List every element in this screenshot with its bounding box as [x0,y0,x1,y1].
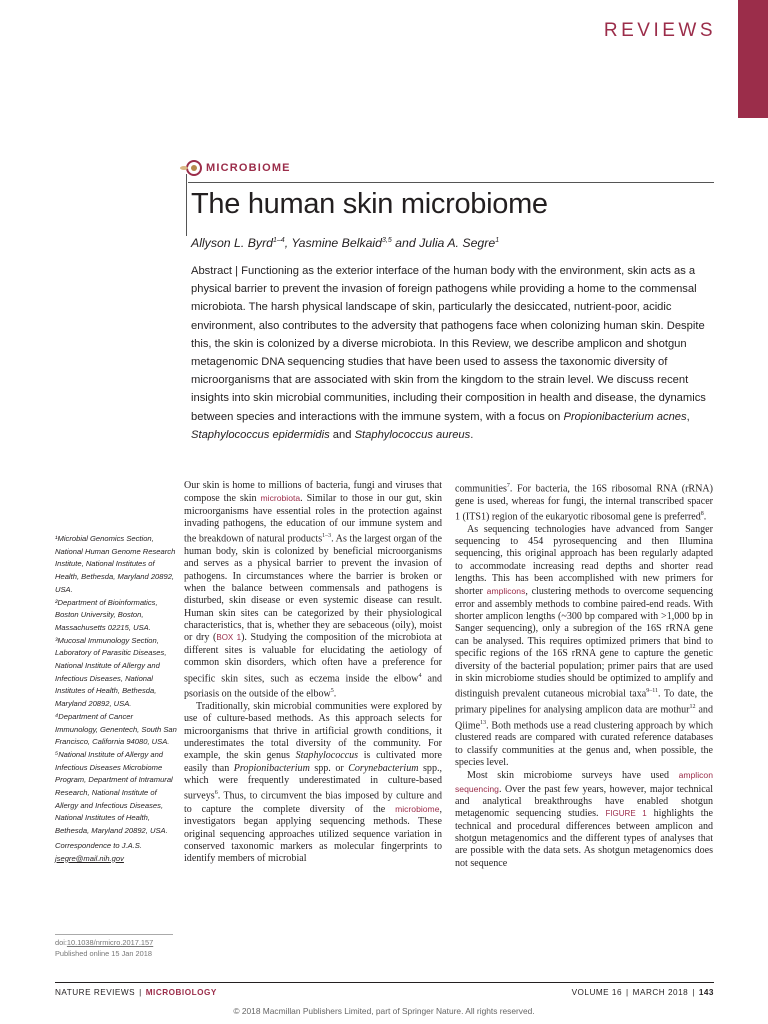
copyright-notice: © 2018 Macmillan Publishers Limited, part of Springer Nature. All rights reserved. [233,1006,535,1016]
category-label: MICROBIOME [206,162,291,174]
affiliation-divider [55,934,173,935]
volume-label: VOLUME 16 [571,988,623,997]
affiliation: ⁴Department of Cancer Immunology, Genentech, South San Francisco, California 94080, USA. [55,711,177,747]
citation-ref: 5 [330,688,334,695]
microbe-icon [186,160,202,176]
species-name: Staphylococcus aureus [354,428,471,441]
author-separator: , [284,236,292,250]
author-separator: and [391,236,420,250]
author-affil-ref: 1 [495,236,500,244]
footer-issue [572,988,714,997]
citation-ref: 4 [418,672,422,679]
author-affil-ref: 3,5 [382,236,392,244]
correspondence-label: Correspondence to J.A.S. [55,840,142,850]
citation-ref: 8 [700,511,704,518]
abstract-text: and [329,428,355,441]
box-link[interactable]: BOX 1 [216,633,242,643]
species-name: Staphylococcus epidermidis [191,428,330,441]
journal-side-tab [738,0,768,118]
page-number: 143 [698,988,714,997]
author-name: Yasmine Belkaid [291,236,383,250]
citation-ref: 9–11 [646,688,658,695]
citation-ref: 13 [480,719,487,726]
abstract [191,262,711,444]
figure-link[interactable]: FIGURE 1 [605,809,647,819]
affiliation: ¹Microbial Genomics Section, National Human Genome Research Institute, National Institutes of Health, Bethesda, Maryland 20892, USA. [55,534,176,594]
citation-ref: 12 [689,703,696,710]
body-column-left [184,480,442,866]
abstract-text: , [686,410,690,423]
publication-name: NATURE REVIEWS [55,988,136,997]
body-paragraph: Our skin is home to millions of bacteria, fungi and viruses that compose the skin microbiota. Similar to those in our gut, skin microorganisms have essential roles in the protection against invading pathogens, the education of our immune system and the breakdown of natural products$^{1-3}$. As the largest organ of the human body, skin is colonized by beneficial microorganisms and serves as a physical barrier to prevent the invasion of pathogens. In circumstances where the barrier is broken or when the balance between commensals and pathogens is disturbed, skin disease or even systemic disease can result. Human skin sites can be categorized by their physiological characteristics, that is, whether they are sebaceous (oily), moist or dry (BOX 1). Studying the composition of the microbiota at different sites is valuable for elucidating the aetiology of common skin disorders, which often have a preference for specific skin sites, such as eczema inside the elbow$^4$ and psoriasis on the outside of the elbow$^5$. [184,480,443,700]
affiliation: ⁵National Institute of Allergy and Infectious Diseases Microbiome Program, Department of Intramural Research, National Institute of Allergy and Infectious Diseases, National Institutes of Health, Bethesda, Maryland 20892, USA. [55,749,173,836]
author-name: Julia A. Segre [419,236,496,250]
footer-journal [55,988,217,997]
body-paragraph: communities$^7$. For bacteria, the 16S ribosomal RNA (rRNA) gene is used, whereas for fungi, the internal transcribed spacer 1 (ITS1) region of the eukaryotic ribosomal gene is preferred$^8$. [455,483,713,523]
glossary-term[interactable]: microbiota [260,493,301,504]
species-name: Propionibacterium acnes [563,410,687,423]
correspondence-email[interactable]: jsegre@mail.nih.gov [55,853,124,863]
doi-block [55,937,177,959]
taxon-name: Propionibacterium [233,762,310,774]
doi-prefix: doi: [55,938,67,947]
title-stub-line [186,174,187,236]
taxon-name: Staphylococcus [295,750,359,762]
affiliation: ³Mucosal Immunology Section, Laboratory of Parasitic Diseases, National Institute of Allergy and Infectious Diseases, National Institutes of Health, Bethesda, Maryland 20892, USA. [55,635,167,709]
issue-date: MARCH 2018 [632,988,689,997]
footer-separator: | [139,988,142,997]
doi-link[interactable]: 10.1038/nrmicro.2017.157 [66,938,154,947]
abstract-text: . [470,428,474,441]
glossary-term[interactable]: amplicon sequencing [455,770,713,794]
glossary-term[interactable]: amplicons [486,586,526,597]
section-type-label: REVIEWS [603,20,716,41]
article-title: The human skin microbiome [191,188,548,220]
body-paragraph: Traditionally, skin microbial communities were explored by use of culture-based methods. As this approach selects for microorganisms that thrive in artificial growth conditions, it underestimates the total diversity of the community. For example, the skin genus Staphylococcus is cultivated more easily than Propionibacterium spp. or Corynebacterium spp., which were frequently underestimated in culture-based surveys$^6$. Thus, to circumvent the bias imposed by culture and to capture the complete diversity of the microbiome, investigators began applying sequencing methods. These original sequencing approaches utilized sequence variation in conserved taxonomic markers as molecular fingerprints to identify members of microbial [184,700,442,865]
author-affil-ref: 1–4 [273,236,285,244]
glossary-term[interactable]: microbiome [395,803,440,814]
body-column-right [455,480,713,870]
footer-separator: | [692,988,695,997]
abstract-text: Abstract | Functioning as the exterior interface of the human body with the environment, skin acts as a physical barrier to prevent the invasion of foreign pathogens while providing a home to the commensal microbiota. The harsh physical landscape of skin, particularly the desiccated, nutrient-poor, acidic environment, also contributes to the adversity that pathogens face when colonizing human skin. Despite this, the skin is colonized by a diverse microbiota. In this Review, we describe amplicon and shotgun metagenomic DNA sequencing studies that have been used to assess the taxonomic diversity of microorganisms that are associated with skin from the kingdom to the strain level. We discuss recent insights into skin microbial communities, including their composition in health and disease, the dynamics between species and interactions with the immune system, with a focus on [191,265,706,423]
body-paragraph: Most skin microbiome surveys have used amplicon sequencing. Over the past few years, however, major technical and analytical breakthroughs have enabled shotgun metagenomic sequencing studies. FIGURE 1 highlights the technical and procedural differences between amplicon and shotgun metagenomics and the different types of analyses that are possible with the data sets. As shotgun metagenomics does not sequence [455,770,713,869]
taxon-name: Corynebacterium [348,762,419,774]
citation-ref: 6 [214,790,218,797]
title-divider [188,182,714,183]
article-category [186,160,291,176]
author-name: Allyson L. Byrd [191,236,274,250]
citation-ref: 7 [506,483,510,489]
published-date: Published online 15 Jan 2018 [55,949,152,958]
footer-separator: | [626,988,629,997]
journal-name: MICROBIOLOGY [145,988,217,997]
author-list [191,236,499,250]
citation-ref: 1–3 [322,533,332,540]
affiliation: ²Department of Bioinformatics, Boston University, Boston, Massachusetts 02215, USA. [55,597,158,632]
footer-divider [55,982,714,983]
body-paragraph: As sequencing technologies have advanced from Sanger sequencing to 454 pyrosequencing and then Illumina sequencing, this original approach has been regularly adapted to accommodate increasing read depths and shorter read lengths. This has been accomplished with new primers for shorter amplicons, clustering methods to overcome sequencing error and assembly methods to combine paired-end reads. With shorter amplicon lengths (~300 bp compared with >1,000 bp in Sanger sequencing), only a subregion of the 16S rRNA gene can be analysed. This requires optimized primers that bind to specific regions of the 16S rRNA gene to capture the genetic diversity of the bacterial population; primer pairs that are used in skin microbiome studies should be optimized to amplify and distinguish prevalent cutaneous microbial taxa$^{9-11}$. To date, the primary pipelines for analysing amplicon data are mothur$^{12}$ and Qiime$^{13}$. Both methods use a read clustering approach by which clustered reads are compared with curated reference databases to classify communities at the genus and, when possible, the species level. [455,523,713,768]
affiliations [55,533,177,865]
